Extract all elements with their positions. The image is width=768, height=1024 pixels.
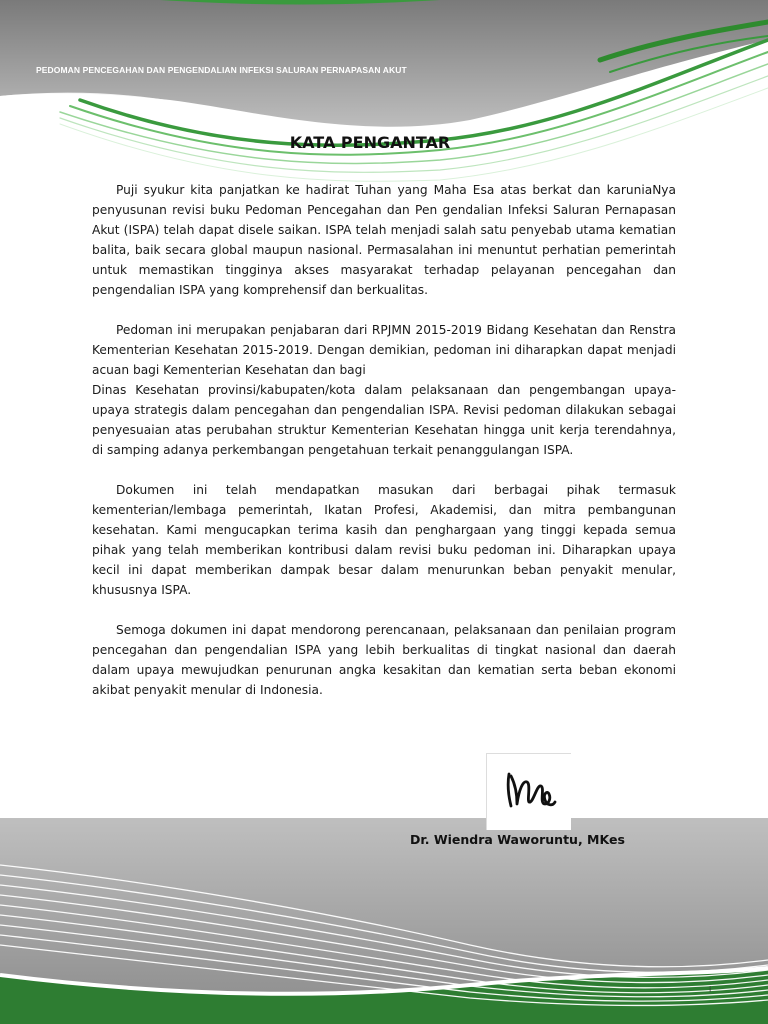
page-title: KATA PENGANTAR bbox=[289, 133, 451, 152]
paragraph-5: Semoga dokumen ini dapat mendorong perencanaan, pelaksanaan dan penilaian program pencegahan dan pengendalian ISPA yang lebih berkualitas di tingkat nasional dan daerah dalam upaya mewujudkan penurunan angka kesakitan dan kematian serta beban ekonomi akibat penyakit menular di Indonesia. bbox=[92, 623, 676, 697]
body-text bbox=[92, 180, 676, 720]
signature-image bbox=[486, 753, 571, 830]
paragraph-1: Puji syukur kita panjatkan ke hadirat Tuhan yang Maha Esa atas berkat dan karuniaNya penyusunan revisi buku Pedoman Pencegahan dan Pen gendalian Infeksi Saluran Pernapasan Akut (ISPA) telah dapat disele saikan. ISPA telah menjadi salah satu penyebab utama kematian balita, baik secara global maupun nasional. Permasalahan ini menuntut perhatian pemerintah untuk memastikan tingginya akses masyarakat terhadap pelayanan pencegahan dan pengendalian ISPA yang komprehensif dan berkualitas. bbox=[92, 183, 676, 297]
paragraph-4: Dokumen ini telah mendapatkan masukan dari berbagai pihak termasuk kementerian/lembaga pemerintah, Ikatan Profesi, Akademisi, dan mitra pembangunan kesehatan. Kami mengucapkan terima kasih dan penghargaan yang tinggi kepada semua pihak yang telah memberikan kontribusi dalam revisi buku pedoman ini. Diharapkan upaya kecil ini dapat memberikan dampak besar dalam menurunkan beban penyakit menular, khususnya ISPA. bbox=[92, 483, 676, 597]
page-number: i bbox=[709, 985, 712, 994]
paragraph-2: Pedoman ini merupakan penjabaran dari RPJMN 2015-2019 Bidang Kesehatan dan Renstra Kementerian Kesehatan 2015-2019. Dengan demikian, pedoman ini diharapkan dapat menjadi acuan bagi Kementerian Kesehatan dan bagi bbox=[92, 323, 676, 377]
signer-name: Dr. Wiendra Waworuntu, MKes bbox=[410, 832, 625, 847]
running-header: PEDOMAN PENCEGAHAN DAN PENGENDALIAN INFEKSI SALURAN PERNAPASAN AKUT bbox=[36, 65, 407, 75]
signature-icon bbox=[487, 754, 571, 830]
paragraph-3: Dinas Kesehatan provinsi/kabupaten/kota dalam pelaksanaan dan pengembangan upaya-upaya strategis dalam pencegahan dan pengendalian ISPA. Revisi pedoman dilakukan sebagai penyesuaian atas perubahan struktur Kementerian Kesehatan hingga unit kerja terendahnya, di samping adanya perkembangan pengetahuan terkait penanggulangan ISPA. bbox=[92, 383, 676, 457]
